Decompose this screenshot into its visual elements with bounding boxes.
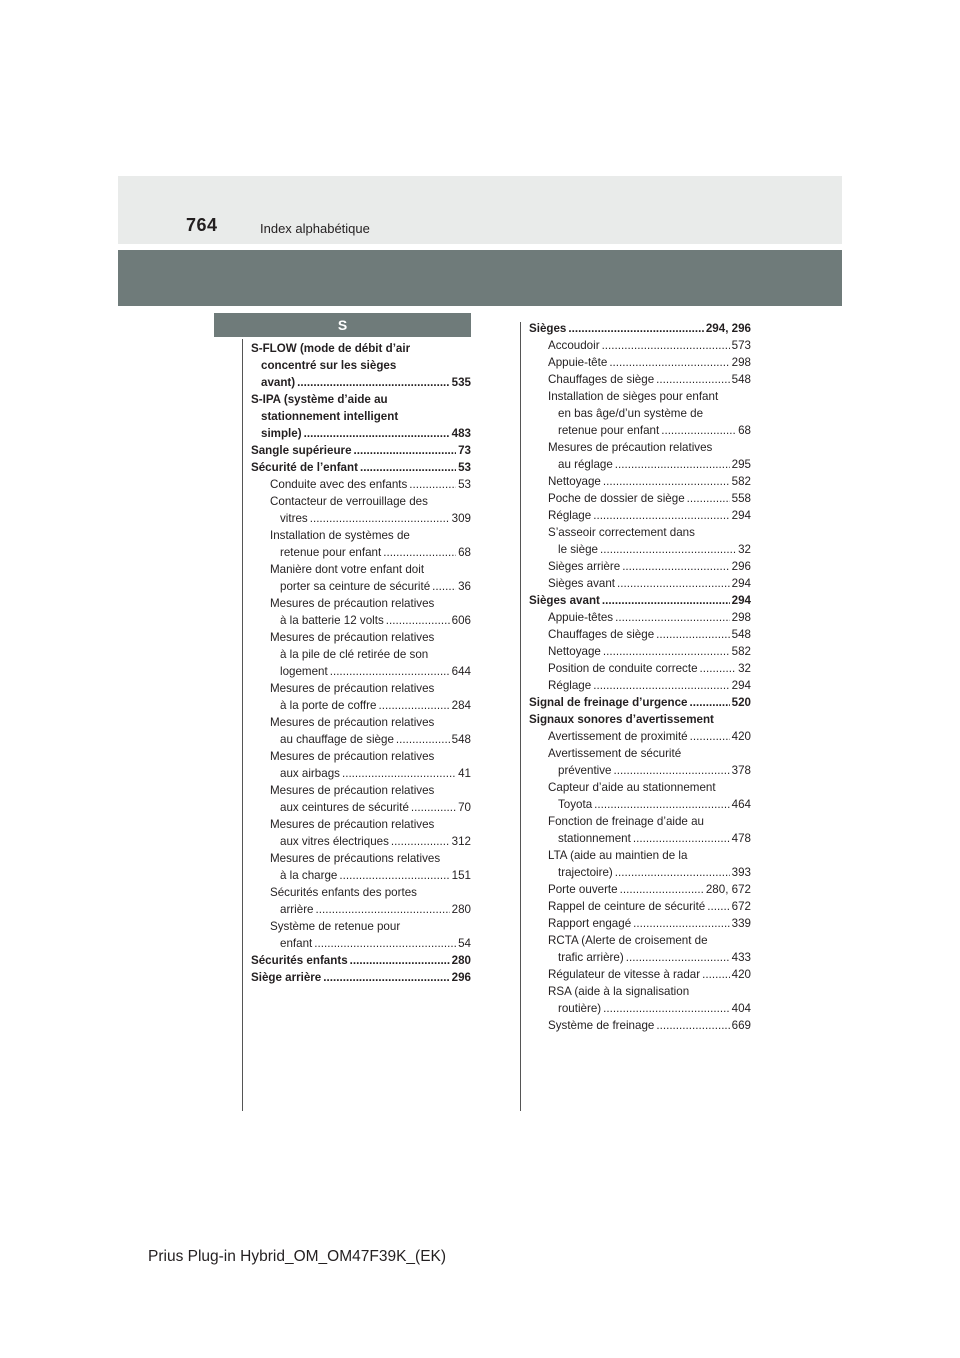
index-entry-text: Mesures de précaution relatives — [270, 631, 435, 644]
dot-leader — [304, 425, 450, 442]
index-entry-text: LTA (aide au maintien de la — [548, 849, 688, 862]
dot-leader — [310, 510, 450, 527]
dot-leader — [339, 867, 449, 884]
index-entry — [529, 524, 751, 558]
index-entry — [251, 918, 471, 952]
index-entry — [529, 779, 751, 813]
index-entry — [529, 728, 751, 745]
index-entry-text: Appuie-têtes — [548, 611, 614, 624]
dot-leader — [622, 558, 729, 575]
index-entry — [251, 442, 471, 459]
index-entry-text: concentré sur les sièges — [261, 359, 397, 372]
index-page-ref[interactable]: 483 — [451, 427, 471, 440]
index-entry-text: Mesures de précaution relatives — [270, 784, 435, 797]
index-page-ref[interactable]: 339 — [731, 917, 751, 930]
index-entry — [251, 340, 471, 391]
dot-leader — [602, 592, 730, 609]
index-entry-text: RCTA (Alerte de croisement de — [548, 934, 708, 947]
index-entry-text: Fonction de freinage d’aide au — [548, 815, 704, 828]
index-entry — [529, 354, 751, 371]
index-page-ref[interactable]: 294 — [731, 594, 751, 607]
index-entry — [251, 748, 471, 782]
index-page-ref[interactable]: 548 — [731, 373, 751, 386]
dot-leader — [342, 765, 456, 782]
index-entry — [529, 847, 751, 881]
dot-leader — [323, 969, 449, 986]
index-entry-text: stationnement — [558, 832, 631, 845]
dot-leader — [690, 728, 730, 745]
index-entry-text: Avertissement de proximité — [548, 730, 688, 743]
index-entry-text: Signal de freinage d’urgence — [529, 696, 688, 709]
index-entry-text: S-IPA (système d’aide au — [251, 393, 388, 406]
dot-leader — [350, 952, 450, 969]
index-page-ref[interactable]: 280 — [451, 903, 471, 916]
index-entry — [529, 694, 751, 711]
index-page-ref[interactable]: 280 — [451, 954, 471, 967]
index-entry-text: Sièges arrière — [548, 560, 621, 573]
index-entry-text: logement — [280, 665, 328, 678]
index-page-ref[interactable]: 70 — [458, 801, 471, 814]
index-entry-text: Réglage — [548, 679, 592, 692]
index-entry-text: aux airbags — [280, 767, 340, 780]
index-entry — [529, 609, 751, 626]
index-entry — [529, 388, 751, 439]
index-entry — [251, 493, 471, 527]
index-entry-text: RSA (aide à la signalisation — [548, 985, 690, 998]
dot-leader — [687, 490, 730, 507]
dot-leader — [615, 456, 730, 473]
index-entry-text: Chauffages de siège — [548, 628, 655, 641]
dot-leader — [594, 796, 729, 813]
index-page-ref[interactable]: 295 — [731, 458, 751, 471]
dot-leader — [633, 915, 730, 932]
dot-leader — [297, 374, 450, 391]
index-entry — [529, 490, 751, 507]
dot-leader — [707, 898, 729, 915]
index-page-ref[interactable]: 298 — [731, 611, 751, 624]
dot-leader — [702, 966, 730, 983]
index-entry-text: au réglage — [558, 458, 613, 471]
index-entry-text: arrière — [280, 903, 314, 916]
dot-leader — [603, 1000, 729, 1017]
index-page-ref[interactable]: 393 — [731, 866, 751, 879]
index-entry-text: à la batterie 12 volts — [280, 614, 384, 627]
index-entry-text: Sécurités enfants des portes — [270, 886, 417, 899]
page-title: Index alphabétique — [260, 221, 370, 236]
index-entry — [529, 626, 751, 643]
index-entry-text: Nettoyage — [548, 645, 601, 658]
dot-leader — [661, 422, 736, 439]
index-entry-text: Poche de dossier de siège — [548, 492, 685, 505]
index-page-ref[interactable]: 672 — [731, 900, 751, 913]
dot-leader — [411, 799, 456, 816]
index-entry — [251, 782, 471, 816]
dot-leader — [615, 609, 730, 626]
index-entry-text: Mesures de précaution relatives — [270, 682, 435, 695]
index-entry-text: Mesures de précautions relatives — [270, 852, 441, 865]
column-divider-left — [242, 339, 243, 1111]
dot-leader — [620, 881, 704, 898]
dot-leader — [656, 371, 730, 388]
index-entry — [529, 371, 751, 388]
index-entry — [529, 813, 751, 847]
index-page-ref[interactable]: 68 — [738, 424, 751, 437]
index-entry — [251, 850, 471, 884]
index-page-ref[interactable]: 36 — [458, 580, 471, 593]
page-number: 764 — [186, 215, 218, 235]
index-page-ref[interactable]: 296 — [731, 560, 751, 573]
header-band — [118, 250, 842, 306]
index-entry-text: le siège — [558, 543, 598, 556]
index-entry — [251, 459, 471, 476]
dot-leader — [409, 476, 456, 493]
index-entry-text: Système de retenue pour — [270, 920, 401, 933]
index-entry — [529, 966, 751, 983]
index-entry-text: S’asseoir correctement dans — [548, 526, 695, 539]
dot-leader — [602, 337, 730, 354]
index-page-ref[interactable]: 644 — [451, 665, 471, 678]
index-page-ref[interactable]: 54 — [458, 937, 471, 950]
dot-leader — [614, 762, 730, 779]
index-entry — [529, 507, 751, 524]
index-page-ref[interactable]: 558 — [731, 492, 751, 505]
index-page-ref[interactable]: 420 — [731, 730, 751, 743]
index-entry — [251, 527, 471, 561]
index-page-ref[interactable]: 53 — [458, 478, 471, 491]
index-entry-text: Sécurités enfants — [251, 954, 348, 967]
index-entry-text: Rapport engagé — [548, 917, 632, 930]
index-page-ref[interactable]: 312 — [451, 835, 471, 848]
dot-leader — [656, 626, 730, 643]
dot-leader — [354, 442, 457, 459]
index-entry-text: Installation de systèmes de — [270, 529, 410, 542]
index-entry — [251, 391, 471, 442]
index-entry-text: en bas âge/d’un système de — [558, 407, 704, 420]
index-entry — [251, 714, 471, 748]
index-entry-text: retenue pour enfant — [280, 546, 382, 559]
index-entry-text: trafic arrière) — [558, 951, 624, 964]
index-entry-text: Manière dont votre enfant doit — [270, 563, 425, 576]
index-entry-text: Conduite avec des enfants — [270, 478, 408, 491]
index-page-ref[interactable]: 296 — [451, 971, 471, 984]
index-page-ref[interactable]: 309 — [451, 512, 471, 525]
index-entry-text: Avertissement de sécurité — [548, 747, 682, 760]
index-entry — [251, 816, 471, 850]
index-entry-text: Sièges — [529, 322, 567, 335]
index-entry-text: Rappel de ceinture de sécurité — [548, 900, 706, 913]
index-entry-text: Installation de sièges pour enfant — [548, 390, 719, 403]
index-column-right — [529, 320, 751, 1034]
index-entry — [251, 884, 471, 918]
index-entry — [529, 881, 751, 898]
index-page-ref[interactable]: 32 — [738, 543, 751, 556]
index-entry-text: Sièges avant — [529, 594, 600, 607]
dot-leader — [626, 949, 730, 966]
index-entry — [529, 745, 751, 779]
index-page-ref[interactable]: 535 — [451, 376, 471, 389]
index-page-ref[interactable]: 298 — [731, 356, 751, 369]
dot-leader — [396, 731, 450, 748]
index-entry — [529, 320, 751, 337]
index-page-ref[interactable]: 68 — [458, 546, 471, 559]
index-entry-text: à la charge — [280, 869, 338, 882]
dot-leader — [386, 612, 450, 629]
index-entry-text: simple) — [261, 427, 302, 440]
index-page-ref[interactable]: 280, 672 — [705, 883, 751, 896]
index-page-ref[interactable]: 548 — [731, 628, 751, 641]
index-entry-text: Mesures de précaution relatives — [270, 597, 435, 610]
index-entry-text: Mesures de précaution relatives — [548, 441, 713, 454]
index-page-ref[interactable]: 294 — [731, 577, 751, 590]
dot-leader — [593, 677, 729, 694]
index-entry-text: trajectoire) — [558, 866, 613, 879]
dot-leader — [330, 663, 450, 680]
index-entry — [529, 1017, 751, 1034]
index-page-ref[interactable]: 520 — [731, 696, 751, 709]
index-page-ref[interactable]: 669 — [731, 1019, 751, 1032]
index-entry — [251, 561, 471, 595]
dot-leader — [383, 544, 456, 561]
index-entry-text: Régulateur de vitesse à radar — [548, 968, 701, 981]
index-entry-text: Toyota — [558, 798, 593, 811]
dot-leader — [603, 643, 730, 660]
index-page-ref[interactable]: 478 — [731, 832, 751, 845]
index-entry — [529, 915, 751, 932]
index-entry-text: à la porte de coffre — [280, 699, 377, 712]
dot-leader — [633, 830, 730, 847]
index-entry-text: Appuie-tête — [548, 356, 608, 369]
index-entry — [529, 575, 751, 592]
index-entry — [529, 983, 751, 1017]
index-page-ref[interactable]: 606 — [451, 614, 471, 627]
index-entry-text: Signaux sonores d’avertissement — [529, 713, 714, 726]
index-entry — [251, 969, 471, 986]
dot-leader — [603, 473, 730, 490]
column-divider-right — [520, 322, 521, 1111]
index-page-ref[interactable]: 284 — [451, 699, 471, 712]
index-entry — [529, 711, 751, 728]
index-page-ref[interactable]: 41 — [458, 767, 471, 780]
dot-leader — [360, 459, 456, 476]
index-page-ref[interactable]: 294 — [731, 509, 751, 522]
index-entry — [529, 660, 751, 677]
index-entry-text: Chauffages de siège — [548, 373, 655, 386]
index-entry — [251, 952, 471, 969]
index-entry-text: Réglage — [548, 509, 592, 522]
index-entry-text: vitres — [280, 512, 308, 525]
index-entry — [529, 439, 751, 473]
index-entry — [251, 476, 471, 493]
index-page-ref[interactable]: 73 — [458, 444, 471, 457]
dot-leader — [600, 541, 736, 558]
index-entry-text: retenue pour enfant — [558, 424, 660, 437]
index-entry-text: S-FLOW (mode de débit d’air — [251, 342, 411, 355]
index-entry-text: Accoudoir — [548, 339, 600, 352]
index-entry-text: porter sa ceinture de sécurité — [280, 580, 431, 593]
index-entry-text: au chauffage de siège — [280, 733, 394, 746]
index-page-ref[interactable]: 294, 296 — [705, 322, 751, 335]
index-entry-text: aux ceintures de sécurité — [280, 801, 409, 814]
index-page-ref[interactable]: 573 — [731, 339, 751, 352]
index-entry-text: Mesures de précaution relatives — [270, 818, 435, 831]
dot-leader — [593, 507, 729, 524]
header-bar — [118, 176, 842, 244]
index-entry-text: Nettoyage — [548, 475, 601, 488]
dot-leader — [391, 833, 450, 850]
index-entry-text: Capteur d’aide au stationnement — [548, 781, 716, 794]
index-entry-text: routière) — [558, 1002, 602, 1015]
index-entry — [251, 595, 471, 629]
index-page-ref[interactable]: 294 — [731, 679, 751, 692]
index-entry-text: Position de conduite correcte — [548, 662, 698, 675]
index-entry-text: Sécurité de l’enfant — [251, 461, 358, 474]
dot-leader — [378, 697, 449, 714]
index-page-ref[interactable]: 404 — [731, 1002, 751, 1015]
index-page-ref[interactable]: 582 — [731, 645, 751, 658]
index-entry-text: à la pile de clé retirée de son — [280, 648, 429, 661]
index-entry — [251, 629, 471, 680]
dot-leader — [615, 864, 730, 881]
index-column-left — [251, 340, 471, 986]
index-page-ref[interactable]: 32 — [738, 662, 751, 675]
index-page-ref[interactable]: 582 — [731, 475, 751, 488]
index-page-ref[interactable]: 420 — [731, 968, 751, 981]
index-entry — [529, 677, 751, 694]
index-page-ref[interactable]: 151 — [451, 869, 471, 882]
index-entry-text: Contacteur de verrouillage des — [270, 495, 428, 508]
index-page-ref[interactable]: 378 — [731, 764, 751, 777]
dot-leader — [432, 578, 456, 595]
index-entry-text: Système de freinage — [548, 1019, 655, 1032]
dot-leader — [700, 660, 737, 677]
index-entry — [529, 898, 751, 915]
index-entry-text: Sangle supérieure — [251, 444, 352, 457]
index-page-ref[interactable]: 548 — [451, 733, 471, 746]
index-entry — [529, 558, 751, 575]
index-entry-text: Porte ouverte — [548, 883, 618, 896]
index-entry-text: enfant — [280, 937, 313, 950]
index-entry-text: Mesures de précaution relatives — [270, 750, 435, 763]
index-entry — [529, 643, 751, 660]
dot-leader — [568, 320, 703, 337]
dot-leader — [656, 1017, 729, 1034]
index-entry — [251, 680, 471, 714]
document-footer: Prius Plug-in Hybrid_OM_OM47F39K_(EK) — [148, 1248, 447, 1265]
index-entry — [529, 473, 751, 490]
dot-leader — [617, 575, 730, 592]
index-entry-text: Mesures de précaution relatives — [270, 716, 435, 729]
index-entry — [529, 337, 751, 354]
section-letter-tab: S — [214, 313, 471, 337]
index-entry-text: aux vitres électriques — [280, 835, 389, 848]
index-entry-text: Sièges avant — [548, 577, 616, 590]
index-entry — [529, 932, 751, 966]
dot-leader — [314, 935, 456, 952]
index-entry — [529, 592, 751, 609]
dot-leader — [690, 694, 730, 711]
index-entry-text: stationnement intelligent — [261, 410, 399, 423]
index-entry-text: avant) — [261, 376, 296, 389]
index-page-ref[interactable]: 53 — [458, 461, 471, 474]
index-entry-text: Siège arrière — [251, 971, 322, 984]
index-entry-text: préventive — [558, 764, 612, 777]
index-page-ref[interactable]: 464 — [731, 798, 751, 811]
dot-leader — [609, 354, 729, 371]
index-page-ref[interactable]: 433 — [731, 951, 751, 964]
dot-leader — [316, 901, 450, 918]
